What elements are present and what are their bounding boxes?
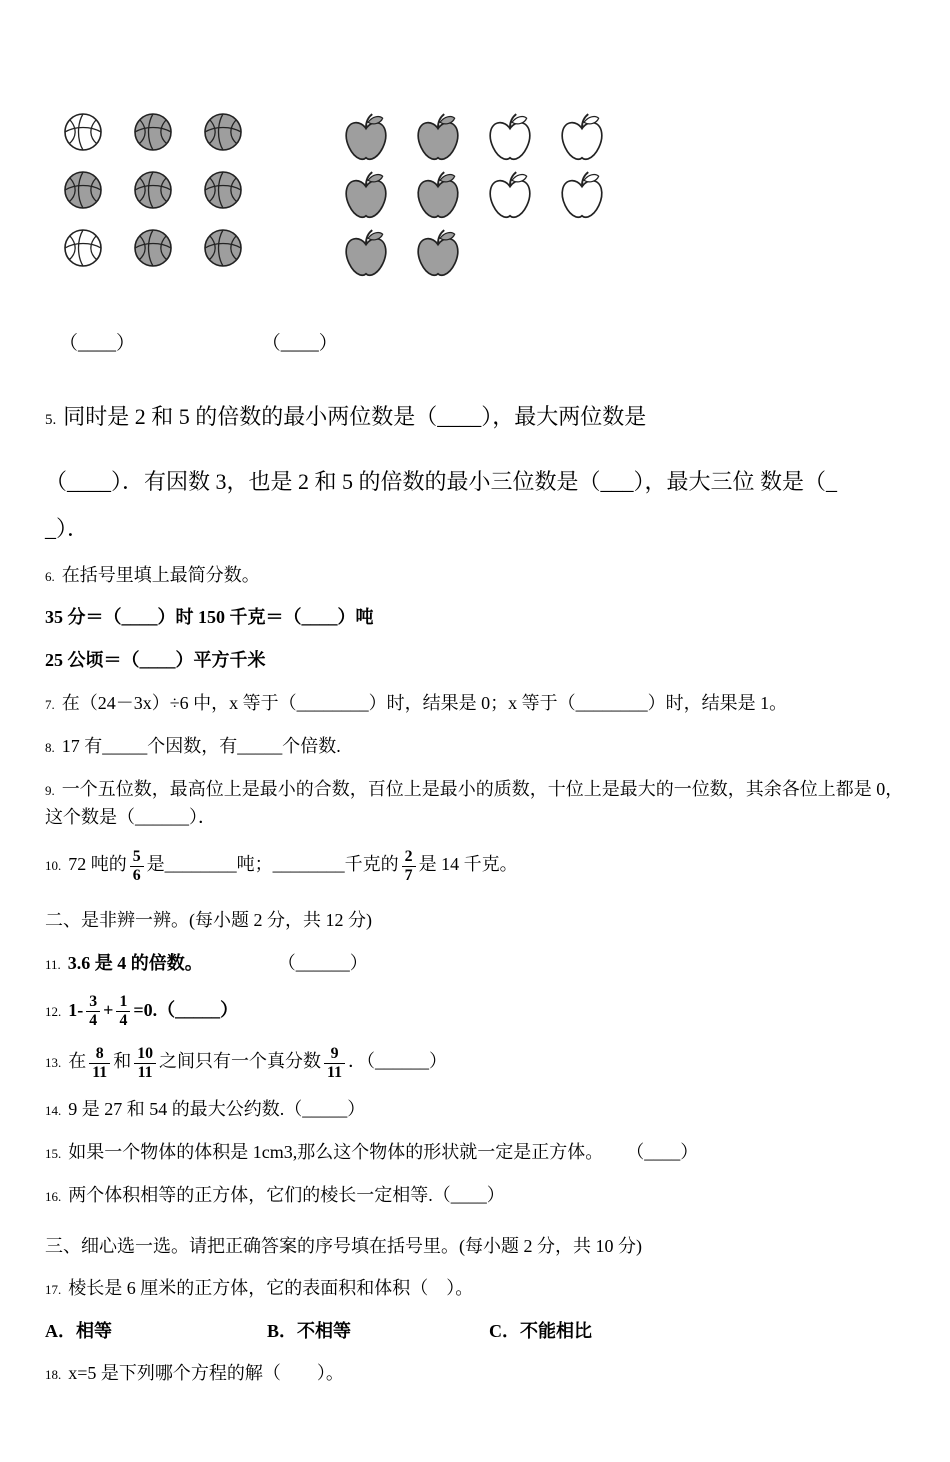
- question-18-text: x=5 是下列哪个方程的解（ ）。: [68, 1363, 344, 1384]
- question-14: [45, 1095, 905, 1124]
- question-17-number: 17.: [45, 1282, 62, 1298]
- question-15-text: 如果一个物体的体积是 1cm3,那么这个物体的形状就一定是正方体。: [68, 1141, 604, 1162]
- apple-row: [341, 170, 607, 222]
- question-5-text-2: （____）．有因数 3，也是 2 和 5 的倍数的最小三位数是（___），最大三位 数是（_: [45, 469, 838, 495]
- question-12-text-2: +: [103, 999, 114, 1020]
- question-6-title: 在括号里填上最简分数。: [61, 564, 260, 585]
- question-5-line-1: [45, 399, 905, 434]
- apple-count-blank: （____）: [261, 333, 338, 354]
- question-9-text: 一个五位数，最高位上是最小的合数，百位上是最小的质数，十位上是最大的一位数，其余各位上都是 0，这个数是（______）．: [45, 778, 904, 828]
- question-7: [45, 689, 905, 718]
- question-16-text: 两个体积相等的正方体，它们的棱长一定相等.（____）: [68, 1184, 505, 1205]
- apple-outline-icon: [485, 170, 535, 222]
- basketball-outline-icon: [63, 228, 103, 268]
- option-c: C．不能相比: [489, 1321, 592, 1342]
- question-11-blank: （______）: [286, 952, 368, 973]
- basketball-shaded-icon: [133, 112, 173, 152]
- section-3-heading: 三、细心选一选。请把正确答案的序号填在括号里。(每小题 2 分，共 10 分): [45, 1235, 642, 1256]
- question-10-text-1: 72 吨的: [68, 854, 127, 875]
- question-14-text: 9 是 27 和 54 的最大公约数.（_____）: [68, 1099, 366, 1120]
- question-13: [45, 1043, 905, 1081]
- question-10-number: 10.: [45, 858, 62, 874]
- basketball-shaded-icon: [203, 228, 243, 268]
- question-8-number: 8.: [45, 739, 55, 755]
- question-6-number: 6.: [45, 568, 55, 584]
- fraction-2-7: $\frac{2}{7}$: [402, 848, 416, 884]
- apple-outline-icon: [557, 112, 607, 164]
- question-12-number: 12.: [45, 1003, 62, 1019]
- question-13-text-3: 之间只有一个真分数: [159, 1051, 322, 1072]
- basketball-grid: [63, 112, 243, 286]
- basketball-shaded-icon: [203, 112, 243, 152]
- question-15-number: 15.: [45, 1145, 62, 1161]
- question-17-text: 棱长是 6 厘米的正方体，它的表面积和体积（ ）。: [68, 1278, 474, 1299]
- question-11-text: 3.6 是 4 的倍数。: [67, 952, 203, 973]
- apple-shaded-icon: [341, 112, 391, 164]
- fraction-10-11: $\frac{10}{11}$: [134, 1045, 156, 1081]
- counting-answer-blanks: [45, 328, 905, 355]
- question-13-text-2: 和: [113, 1051, 132, 1072]
- question-15-blank: （____）: [635, 1141, 699, 1162]
- question-6-line-3: [45, 646, 905, 675]
- question-10-text-2: 是________吨；________千克的: [146, 854, 399, 875]
- question-5-line-3: [45, 511, 905, 546]
- apple-shaded-icon: [413, 170, 463, 222]
- question-12-text-3: =0.（_____）: [133, 999, 239, 1020]
- question-5-number: 5.: [45, 412, 57, 428]
- fraction-9-11: $\frac{9}{11}$: [324, 1045, 345, 1081]
- question-5-text-1: 同时是 2 和 5 的倍数的最小两位数是（____），最大两位数是: [63, 404, 647, 429]
- question-7-number: 7.: [45, 696, 55, 712]
- question-9-number: 9.: [45, 782, 55, 798]
- question-14-number: 14.: [45, 1103, 62, 1119]
- question-7-text: 在（24－3x）÷6 中，x 等于（________）时，结果是 0；x 等于（________）时，结果是 1。: [61, 692, 788, 713]
- question-17: [45, 1274, 905, 1303]
- apple-row: [341, 112, 607, 164]
- basketball-shaded-icon: [203, 170, 243, 210]
- apple-shaded-icon: [413, 228, 463, 280]
- question-6-line-2: [45, 603, 905, 632]
- question-17-options: [45, 1317, 905, 1343]
- basketball-count-blank: （____）: [59, 333, 136, 354]
- question-5-text-3: _）．: [45, 516, 90, 542]
- question-11: [45, 949, 905, 978]
- question-12-text-1: 1-: [68, 999, 84, 1020]
- question-18: [45, 1359, 905, 1388]
- counting-figures: [45, 112, 905, 286]
- question-6-text-2: 35 分＝（____）时 150 千克＝（____）吨: [45, 607, 374, 628]
- apple-shaded-icon: [341, 228, 391, 280]
- basketball-outline-icon: [63, 112, 103, 152]
- option-a: A．相等: [45, 1321, 112, 1342]
- question-9: [45, 775, 905, 833]
- apple-row: [341, 228, 607, 280]
- fraction-8-11: $\frac{8}{11}$: [89, 1045, 110, 1081]
- basketball-row: [63, 170, 243, 210]
- question-10-text-3: 是 14 千克。: [418, 854, 518, 875]
- basketball-shaded-icon: [133, 228, 173, 268]
- fraction-1-4: $\frac{1}{4}$: [116, 993, 130, 1029]
- apple-outline-icon: [485, 112, 535, 164]
- question-13-text-1: 在: [68, 1051, 87, 1072]
- question-6-text-3: 25 公顷＝（____）平方千米: [45, 650, 266, 671]
- question-8-text: 17 有_____个因数，有_____个倍数.: [61, 735, 341, 756]
- basketball-row: [63, 228, 243, 268]
- fraction-5-6: $\frac{5}{6}$: [130, 848, 144, 884]
- question-12: [45, 992, 905, 1030]
- basketball-row: [63, 112, 243, 152]
- question-6: [45, 561, 905, 590]
- section-2-heading: 二、是非辨一辨。(每小题 2 分，共 12 分): [45, 909, 372, 930]
- question-8: [45, 732, 905, 761]
- fraction-3-4: $\frac{3}{4}$: [86, 993, 100, 1029]
- basketball-shaded-icon: [133, 170, 173, 210]
- question-15: [45, 1138, 905, 1167]
- apple-outline-icon: [557, 170, 607, 222]
- apple-grid: [341, 112, 607, 286]
- apple-shaded-icon: [341, 170, 391, 222]
- question-18-number: 18.: [45, 1367, 62, 1383]
- question-13-number: 13.: [45, 1055, 62, 1071]
- question-16-number: 16.: [45, 1188, 62, 1204]
- question-11-number: 11.: [45, 956, 61, 972]
- question-13-text-4: ．（______）: [348, 1051, 448, 1072]
- question-5-line-2: [45, 464, 905, 499]
- question-10: [45, 846, 905, 884]
- option-b: B．不相等: [267, 1321, 352, 1342]
- apple-shaded-icon: [413, 112, 463, 164]
- question-16: [45, 1181, 905, 1210]
- basketball-shaded-icon: [63, 170, 103, 210]
